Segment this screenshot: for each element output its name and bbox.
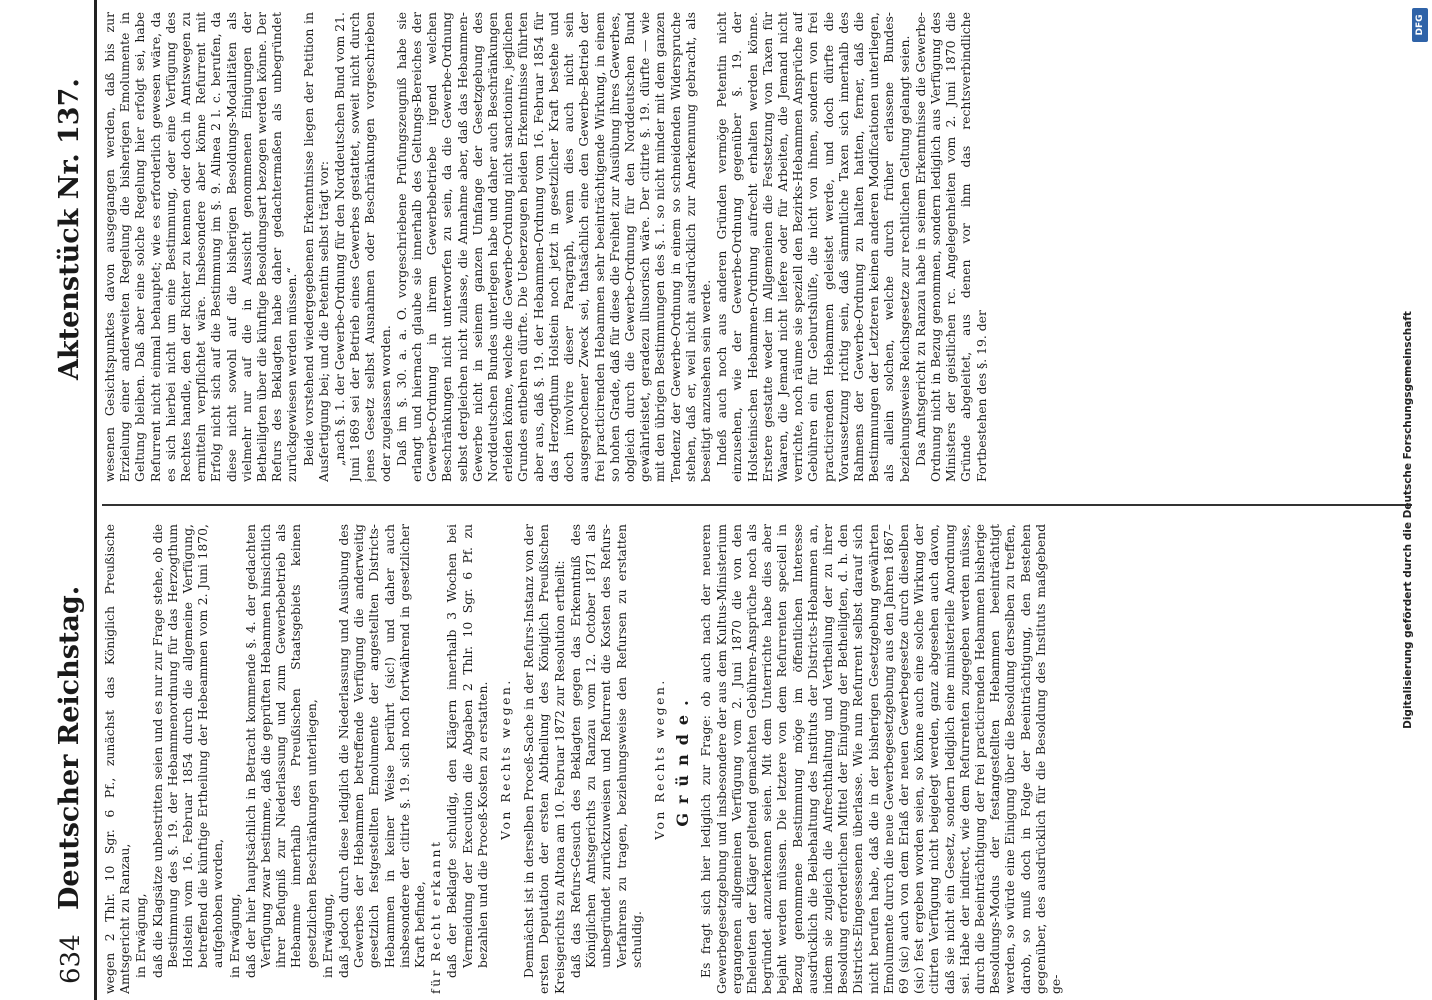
- digitization-note: [1393, 70, 1423, 970]
- paragraph: Daß im §. 30. a. a. O. vorgeschriebene Prüfungszeugniß habe sie erlangt und hiernach glaube sie innerhalb des Geltungs-Bereiches der Gewerbe-Ordnung in ihrem Gewerbebetriebe irgend welchen Beschränkungen nicht unterworfen zu sein, da die Gewerbe-Ordnung selbst dergleichen nicht zulasse, die Annahme aber, daß das Hebammen-Gewerbe nicht in seinem ganzen Umfange der Gesetzgebung des Norddeutschen Bundes unterlegen habe und daher auch Beschränkungen erleiden könne, welche die Gewerbe-Ordnung nicht sanctionire, jeglichen Grundes entbehren dürfte. Die Ueberzeugen beiden Erkenntnisse führten aber aus, daß §. 19. der Hebammen-Ordnung vom 16. Februar 1854 für das Herzogthum Holstein noch jetzt in gesetzlicher Kraft bestehe und doch involvire dieser Paragraph, wenn dies auch nicht sein ausgesprochener Zweck sei, thatsächlich eine den Gewerbe-Betrieb der frei practicirenden Hebammen sehr beeinträchtigende Wirkung, in einem so hohen Grade, daß für diese die Freiheit zur Ausübung ihres Gewerbes, obgleich durch die Gewerbe-Ordnung für den Norddeutschen Bund gewährleistet, geradezu illusorisch wäre. Der citirte §. 19. dürfte — wie mit den übrigen Bestimmungen des §. 1. so nicht minder mit dem ganzen Tendenz der Gewerbe-Ordnung in einem so schneidenden Widerspruche stehen, daß er, weil nicht ausdrücklich zur Anerkennung gebracht, als beseitigt anzusehen sein werde.: [393, 12, 713, 482]
- paragraph: „nach §. 1. der Gewerbe-Ordnung für den Norddeutschen Bund vom 21. Juni 1869 sei der Betrieb eines Gewerbes gestattet, soweit nicht durch jenes Gesetz selbst Ausnahmen oder Beschränkungen vorgeschrieben oder zugelassen worden.: [332, 12, 393, 482]
- paragraph: in Erwägung,: [319, 893, 335, 978]
- paragraph: Von Rechts wegen.: [498, 678, 514, 840]
- left-column: [102, 524, 1422, 994]
- paragraph: Es fragt sich hier lediglich zur Frage: ob auch nach der neueren Gewerbegesetzgebung und insbesondere der aus dem Kultus-Ministerium ergangenen allgemeinen Verfügung vom 2. Juni 1870 die von den Eheleuten der Kläger geltend gemachten Gebühren-Ansprüche noch als begründet anzuerkennen seien. Mit dem Unterrichte habe dies aber bejaht werden müssen. Die letztere von dem Refurrenten speciell in Bezug genommene Bestimmung möge im öffentlichen Interesse ausdrücklich die Beibehaltung des Instituts der Districts-Hebammen an, indem sie zugleich die Aufrechthaltung und Vertheilung der zu ihrer Besoldung erforderlichen Mittel der Einigung der Betheiligten, d. h. den Districts-Eingesessenen überlasse. Wie nun Refurrent selbst darauf sich nicht berufen habe, daß die in der bisherigen Gesetzgebung gewährten Emolumente durch die neue Gewerbegesetzgebung aus den Jahren 1867–69 (sic) auch von dem Erlaß der neuen Gewerbegesetze durch dieselben (sic) fest ergeben worden seien, so könne auch eine solche Wirkung der citirten Verfügung nicht beigelegt werden, ganz abgesehen auch davon, daß sie nicht ein Gesetz, sondern lediglich eine ministerielle Anordnung sei. Habe der indirect, wie dem Refurrenten zugegeben werden müsse, durch die Beeinträchtigung der frei practicirenden Hebammen bisherige Besoldungs-Modus der festangestellten Hebammen beeinträchtigt werden, so würde eine Einigung über die Besoldung derselben zu treffen, darob, so muß doch in Folge der Beeinträchtigung, den Bestehen gegenüber, des ausdrücklich für die Besoldung des Instituts maßgebend ge-: [698, 524, 1063, 994]
- paragraph: Das Amtsgericht zu Ranzau habe in seinem Erkenntnisse die Gewerbe-Ordnung nicht in Bezug genommen, sondern lediglich aus Verfügung des Ministers der geistlichen rc. Angelegenheiten vom 2. Juni 1870 die Gründe abgeleitet, aus denen vor ihm das rechtsverbindliche Fortbestehen des §. 19. der: [912, 12, 989, 482]
- paragraph: wesenen Gesichtspunktes davon ausgegangen werden, daß bis zur Erzielung einer anderweiten Regelung die bisherigen Emolumente in Geltung bleiben. Daß aber eine solche Regelung hier erfolgt sei, habe Refurrent nicht einmal behauptet; wie es erforderlich gewesen wäre, da es sich hierbei nicht um eine Bestimmung, oder eine Verfügung des Rechtes handle, den der Richter zu kennen oder doch in Amtswegen zu ermitteln verpflichtet wäre. Insbesondere aber könne Refurrent mit Erfolg nicht sich auf die Bestimmung im §. 9. Alinea 2 l. c. berufen, da diese nicht sowohl auf die bisherigen Besoldungs-Modalitäten als vielmehr nur auf die in Aussicht genommenen Einigungen der Betheiligten über die künftige Besoldungsart bezogen werden könne. Der Refurs des Beklagten habe daher gedachtermaßen als unbegründet zurückgewiesen werden müssen.“: [102, 12, 300, 482]
- paragraph: daß jedoch durch diese lediglich die Niederlassung und Ausübung des Gewerbes der Hebammen betreffende Verfügung die anderweitig gesetzlich festgestellten Emolumente der angestellten Districts-Hebammen in keiner Weise berührt (sic!) und daher auch insbesondere der citirte §. 19. sich noch fortwährend in gesetzlicher Kraft befinde,: [336, 524, 428, 978]
- journal-title: Deutscher Reichstag.: [54, 585, 85, 910]
- paragraph: Indeß auch noch aus anderen Gründen vermöge Petentin nicht einzusehen, wie der Gewerbe-Ordnung gegenüber §. 19. der Holsteinischen Hebammen-Ordnung aufrecht erhalten werden könne. Erstere gestatte weder im Allgemeinen die Festsetzung von Taxen für Waaren, die Jemand nicht liefere oder für Arbeiten, die Jemand nicht verrichte, noch räume sie speziell den Bezirks-Hebammen Ansprüche auf Gebühren ein für Geburtshülfe, die nicht von ihnen, sondern von frei practicirenden Hebammen geleistet werde, und doch dürfte die Voraussetzung richtig sein, daß sämmtliche Taxen sich innerhalb des Rahmens der Gewerbe-Ordnung zu halten hatten, ferner, daß die Bestimmungen der Letzteren keinen anderen Modificationen unterliegen, als allein solchen, welche durch früher erlassene Bundes- beziehungsweise Reichsgesetze zur rechtlichen Geltung gelangt seien.: [714, 12, 912, 482]
- paragraph: Von Rechts wegen.: [651, 678, 667, 840]
- header-rule: [94, 0, 97, 1000]
- dfg-logo-text: DFG: [1415, 14, 1425, 36]
- scanned-page: [50, 0, 1430, 1000]
- document-number: Aktenstück Nr. 137.: [54, 78, 85, 380]
- paragraph: wegen 2 Thlr. 10 Sgr. 6 Pf., zunächst das Königlich Preußische Amtsgericht zu Ranzau,: [102, 524, 133, 994]
- paragraph: daß das Refurs-Gesuch des Beklagten gegen das Erkenntniß des Königlichen Amtsgerichts zu Ranzau vom 12. October 1871 als unbegründet zurückzuweisen und Refurrent die Kosten des Refurs-Verfahrens zu tragen, beziehungsweise den Refursen zu erstatten schuldig.: [567, 524, 644, 978]
- paragraph: daß der hier hauptsächlich in Betracht kommende §. 4. der gedachten Verfügung zwar bestimme, daß die geprüften Hebammen hinsichtlich ihrer Befugniß zur Niederlassung und zum Gewerbebetrieb als Hebamme innerhalb des Preußischen Staatsgebiets keinen gesetzlichen Beschränkungen unterliegen,: [242, 524, 319, 978]
- dfg-logo: [1412, 8, 1428, 42]
- paragraph: für Recht erkannt: [428, 839, 444, 994]
- paragraph: in Erwägung,: [226, 893, 242, 978]
- paragraph: in Erwägung,: [133, 893, 149, 978]
- right-column: [102, 12, 1422, 482]
- digitization-note-text: Digitalisierung gefördert durch die Deutsche Forschungsgemeinschaft: [1402, 311, 1414, 729]
- page-number: 634: [56, 934, 86, 984]
- page-header: [50, 0, 94, 1000]
- paragraph: Demnächst ist in derselben Proceß-Sache in der Refurs-Instanz von der ersten Deputation der ersten Abtheilung des Königlich Preußischen Kreisgerichts zu Altona am 10. Februar 1872 zur Resolution ertheilt:: [521, 524, 567, 994]
- paragraph: daß der Beklagte schuldig, den Klägern innerhalb 3 Wochen bei Vermeidung der Execution die Abgaben 2 Thlr. 10 Sgr. 6 Pf. zu bezahlen und die Proceß-Kosten zu erstatten.: [444, 524, 490, 978]
- column-divider: [102, 505, 1412, 507]
- section-heading: Gründe.: [673, 691, 693, 827]
- paragraph: Beide vorstehend wiedergegebenen Erkenntnisse liegen der Petition in Ausfertigung bei; und die Petentin selbst trägt vor:: [300, 12, 331, 482]
- paragraph: daß die Klagsätze unbestritten seien und es nur zur Frage stehe, ob die Bestimmung des §. 19. der Hebammenordnung für das Herzogthum Holstein vom 16. Februar 1854 durch die allgemeine Verfügung, betreffend die künftige Ertheilung der Hebeammen vom 2. Juni 1870, aufgehoben worden,: [149, 524, 226, 978]
